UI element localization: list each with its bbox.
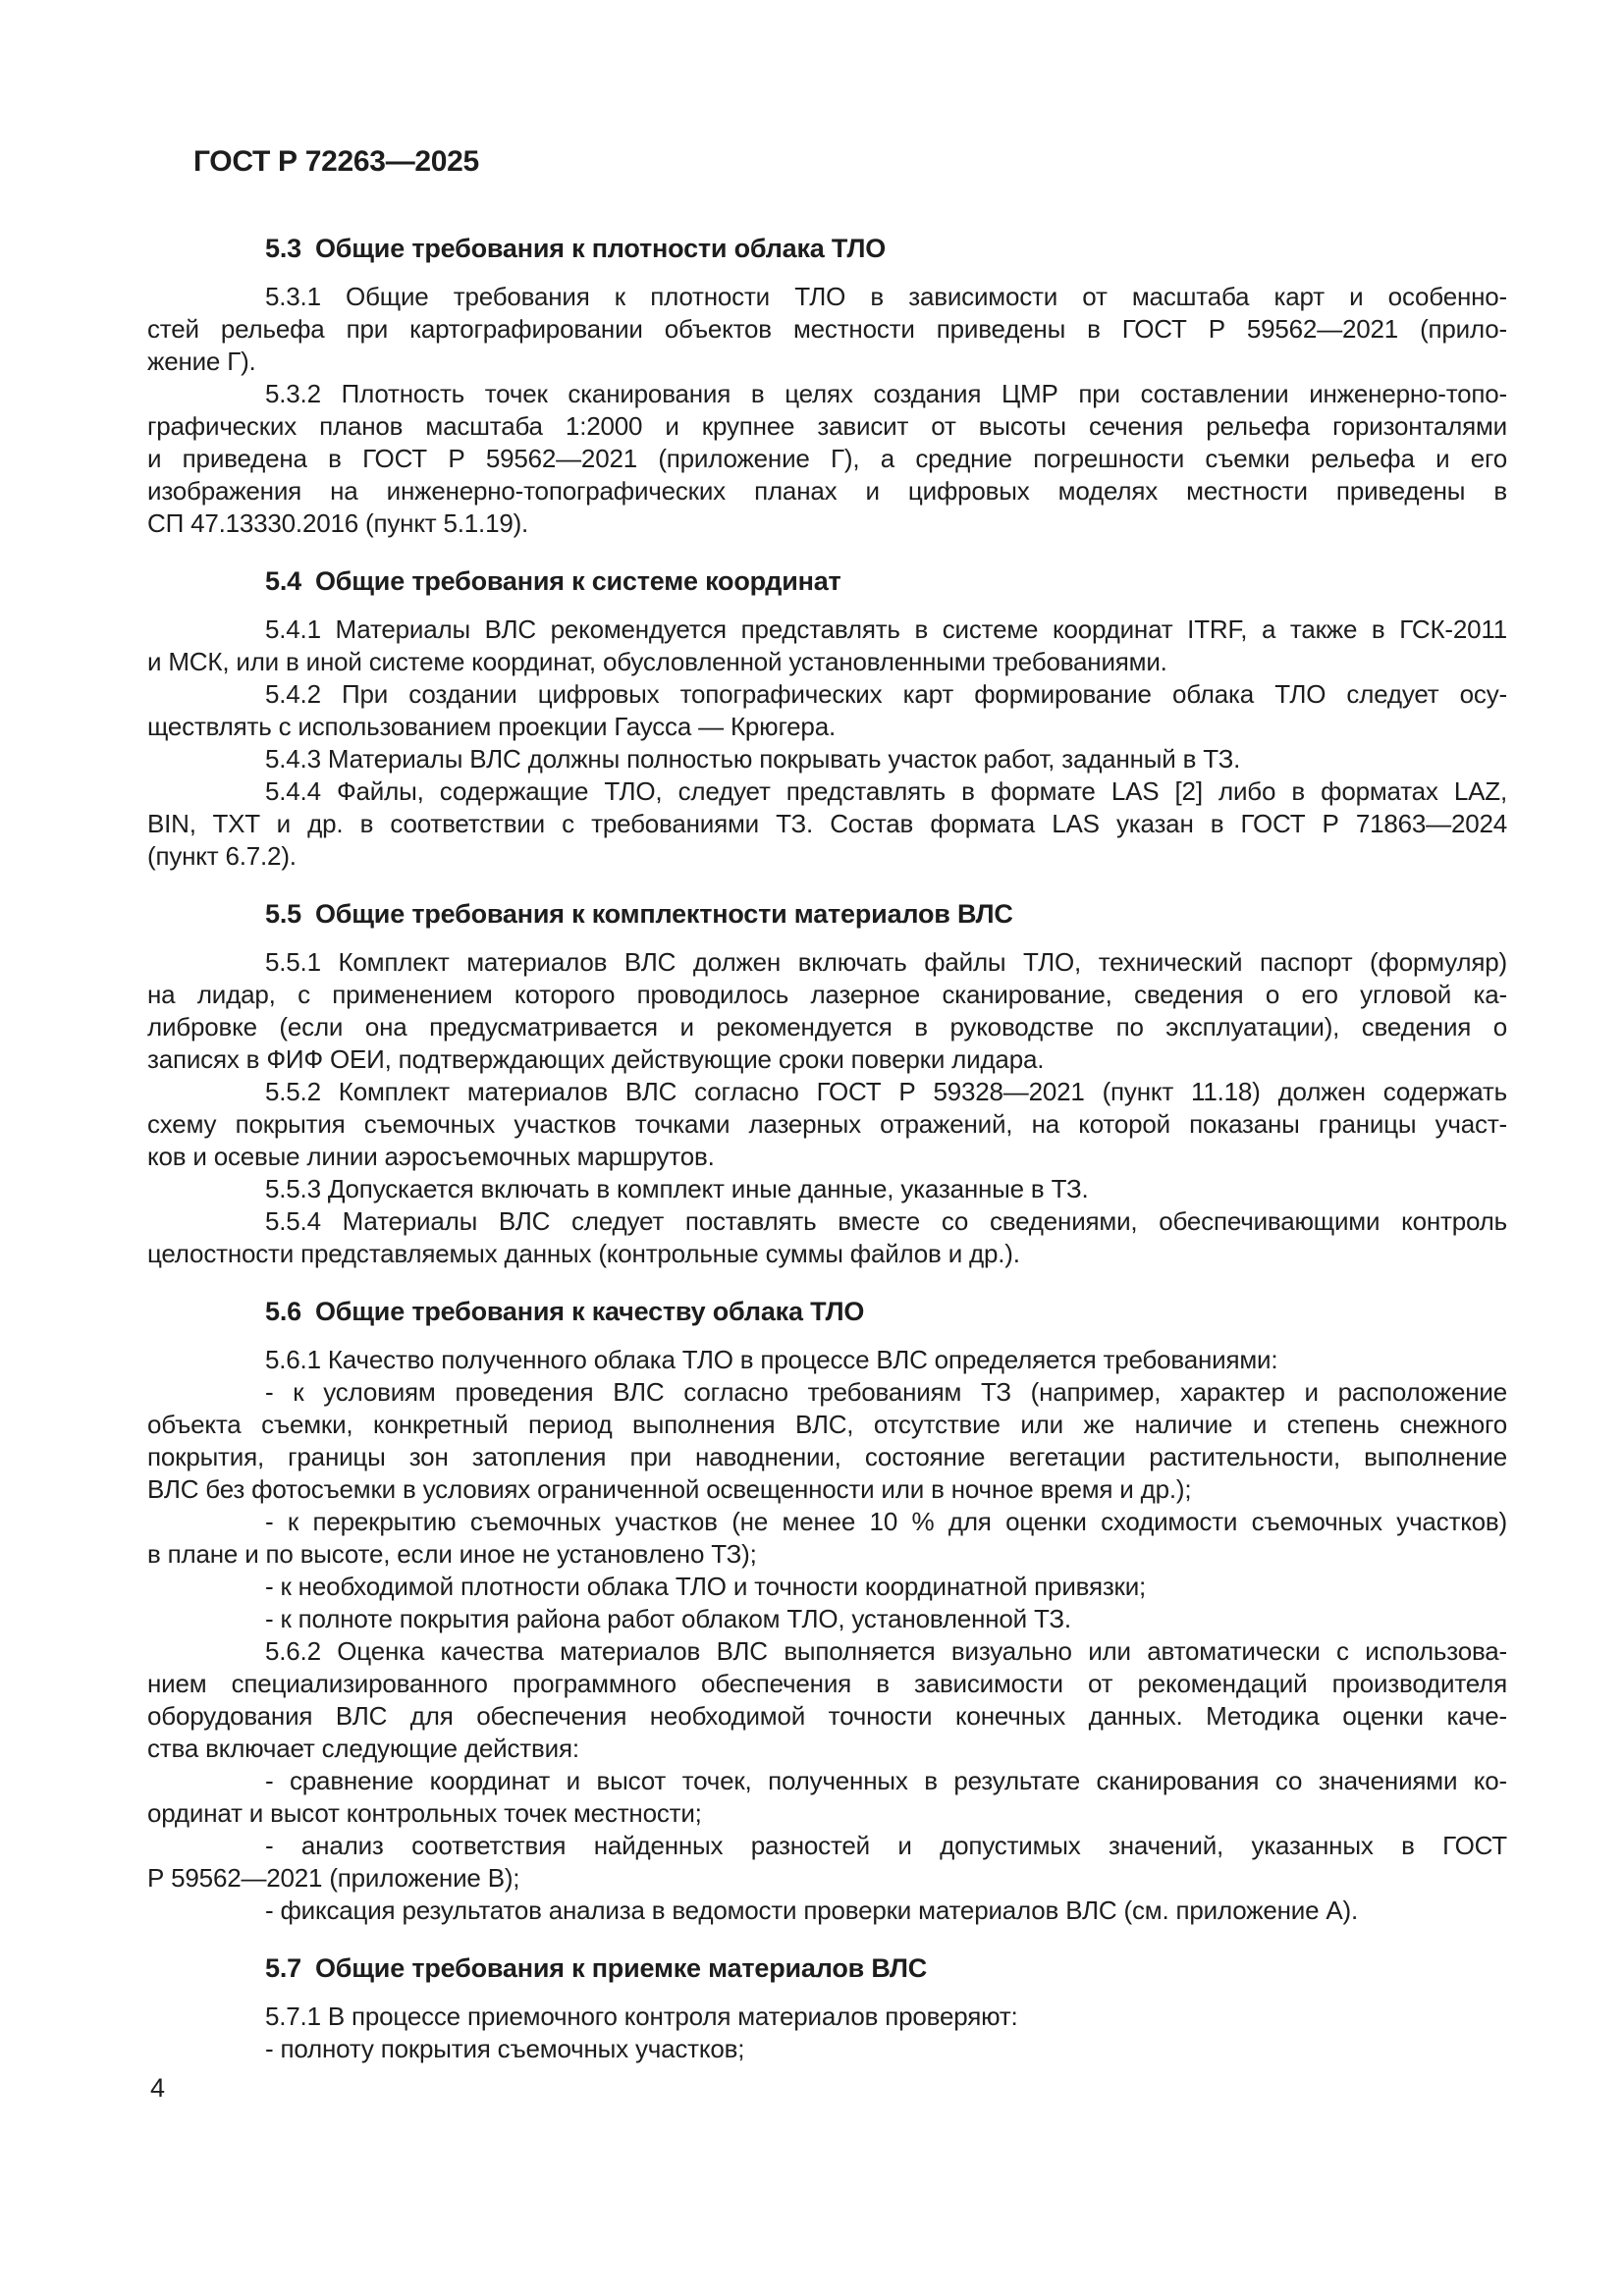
section-number: 5.5 — [265, 899, 301, 929]
section-title: Общие требования к плотности облака ТЛО — [314, 234, 887, 263]
section-heading — [265, 1952, 1507, 1985]
paragraph-line: 5.6.1 Качество полученного облака ТЛО в процессе ВЛС определяется требованиями: — [265, 1345, 1278, 1374]
paragraph-line: - сравнение координат и высот точек, полученных в результате сканирования со значениями ко- — [265, 1766, 1507, 1795]
paragraph-line: оборудования ВЛС для обеспечения необходимой точности конечных данных. Методика оценки каче- — [147, 1701, 1507, 1731]
paragraph-line: объекта съемки, конкретный период выполнения ВЛС, отсутствие или же наличие и степень снежного — [147, 1410, 1507, 1439]
section-title: Общие требования к комплектности материалов ВЛС — [314, 899, 1013, 929]
paragraph-line: записях в ФИФ ОЕИ, подтверждающих действующие сроки поверки лидара. — [147, 1044, 1045, 1074]
paragraph-line: - полноту покрытия съемочных участков; — [265, 2034, 745, 2063]
paragraph-line: - к полноте покрытия района работ облаком ТЛО, установленной ТЗ. — [265, 1604, 1071, 1633]
paragraph-line: 5.6.2 Оценка качества материалов ВЛС выполняется визуально или автоматически с использова- — [265, 1636, 1507, 1666]
section-number: 5.3 — [265, 234, 301, 263]
paragraph-line: и МСК, или в иной системе координат, обусловленной установленными требованиями. — [147, 647, 1167, 676]
section-title: Общие требования к системе координат — [314, 566, 841, 596]
paragraph-line: 5.4.4 Файлы, содержащие ТЛО, следует представлять в формате LAS [2] либо в форматах LAZ, — [265, 776, 1507, 806]
paragraph-line: 5.4.1 Материалы ВЛС рекомендуется представлять в системе координат ITRF, а также в ГСК-2011 — [265, 614, 1507, 644]
section-title: Общие требования к качеству облака ТЛО — [314, 1297, 865, 1326]
paragraph-line: 5.5.4 Материалы ВЛС следует поставлять вместе со сведениями, обеспечивающими контроль — [265, 1206, 1507, 1236]
section-number: 5.4 — [265, 566, 301, 596]
standard-code-header: ГОСТ Р 72263—2025 — [193, 145, 479, 178]
section-heading — [265, 1296, 1507, 1328]
paragraph-line: 5.4.2 При создании цифровых топографических карт формирование облака ТЛО следует осу- — [265, 679, 1507, 709]
paragraph-line: ординат и высот контрольных точек местности; — [147, 1798, 702, 1828]
paragraph-line: и приведена в ГОСТ Р 59562—2021 (приложение Г), а средние погрешности съемки рельефа и его — [147, 444, 1507, 473]
paragraph-line: схему покрытия съемочных участков точками лазерных отражений, на которой показаны границы участ- — [147, 1109, 1507, 1139]
paragraph-line: нием специализированного программного обеспечения в зависимости от рекомендаций производителя — [147, 1669, 1507, 1698]
paragraph-line: 5.4.3 Материалы ВЛС должны полностью покрывать участок работ, заданный в ТЗ. — [265, 744, 1241, 774]
section-number: 5.6 — [265, 1297, 301, 1326]
section-heading — [265, 233, 1507, 265]
paragraph-line: 5.5.1 Комплект материалов ВЛС должен включать файлы ТЛО, технический паспорт (формуляр) — [265, 947, 1507, 977]
paragraph-line: ВЛС без фотосъемки в условиях ограниченной освещенности или в ночное время и др.); — [147, 1474, 1192, 1504]
paragraph-line: - к перекрытию съемочных участков (не менее 10 % для оценки сходимости съемочных участков) — [265, 1507, 1507, 1536]
paragraph-line: 5.5.2 Комплект материалов ВЛС согласно ГОСТ Р 59328—2021 (пункт 11.18) должен содержать — [265, 1077, 1507, 1106]
paragraph-line: изображения на инженерно-топографических планах и цифровых моделях местности приведены в — [147, 476, 1507, 506]
paragraph-line: покрытия, границы зон затопления при наводнении, состояние вегетации растительности, выполнение — [147, 1442, 1507, 1471]
paragraph-line: ства включает следующие действия: — [147, 1734, 579, 1763]
paragraph-line: - анализ соответствия найденных разностей и допустимых значений, указанных в ГОСТ — [265, 1831, 1507, 1860]
page-content — [147, 207, 1507, 2065]
paragraph-line: стей рельефа при картографировании объектов местности приведены в ГОСТ Р 59562—2021 (прило- — [147, 314, 1507, 344]
paragraph-line: (пункт 6.7.2). — [147, 841, 297, 871]
paragraph-line: в плане и по высоте, если иное не установлено ТЗ); — [147, 1539, 757, 1569]
page-number: 4 — [150, 2073, 166, 2103]
section-heading — [265, 565, 1507, 598]
paragraph-line: - к условиям проведения ВЛС согласно требованиям ТЗ (например, характер и расположение — [265, 1377, 1507, 1407]
paragraph-line: ков и осевые линии аэросъемочных маршрутов. — [147, 1142, 715, 1171]
section-heading — [265, 898, 1507, 931]
section-number: 5.7 — [265, 1953, 301, 1983]
paragraph-line: - к необходимой плотности облака ТЛО и точности координатной привязки; — [265, 1572, 1147, 1601]
paragraph-line: - фиксация результатов анализа в ведомости проверки материалов ВЛС (см. приложение А). — [265, 1896, 1359, 1925]
paragraph-line: 5.7.1 В процессе приемочного контроля материалов проверяют: — [265, 2002, 1018, 2031]
paragraph-line: ществлять с использованием проекции Гаусса — Крюгера. — [147, 712, 836, 741]
paragraph-line: 5.5.3 Допускается включать в комплект иные данные, указанные в ТЗ. — [265, 1174, 1089, 1203]
paragraph-line: на лидар, с применением которого проводилось лазерное сканирование, сведения о его угловой ка- — [147, 980, 1507, 1009]
paragraph-line: целостности представляемых данных (контрольные суммы файлов и др.). — [147, 1239, 1020, 1268]
paragraph-line: BIN, TXT и др. в соответствии с требованиями ТЗ. Состав формата LAS указан в ГОСТ Р 71863—2024 — [147, 809, 1507, 838]
paragraph-line: 5.3.1 Общие требования к плотности ТЛО в зависимости от масштаба карт и особенно- — [265, 282, 1507, 311]
paragraph-line: либровке (если она предусматривается и рекомендуется в руководстве по эксплуатации), сведения о — [147, 1012, 1507, 1041]
paragraph-line: Р 59562—2021 (приложение В); — [147, 1863, 520, 1893]
paragraph-line: графических планов масштаба 1:2000 и крупнее зависит от высоты сечения рельефа горизонталями — [147, 411, 1507, 441]
paragraph-line: 5.3.2 Плотность точек сканирования в целях создания ЦМР при составлении инженерно-топо- — [265, 379, 1507, 408]
paragraph-line: жение Г). — [147, 347, 256, 376]
paragraph-line: СП 47.13330.2016 (пункт 5.1.19). — [147, 508, 529, 538]
section-title: Общие требования к приемке материалов ВЛС — [314, 1953, 927, 1983]
